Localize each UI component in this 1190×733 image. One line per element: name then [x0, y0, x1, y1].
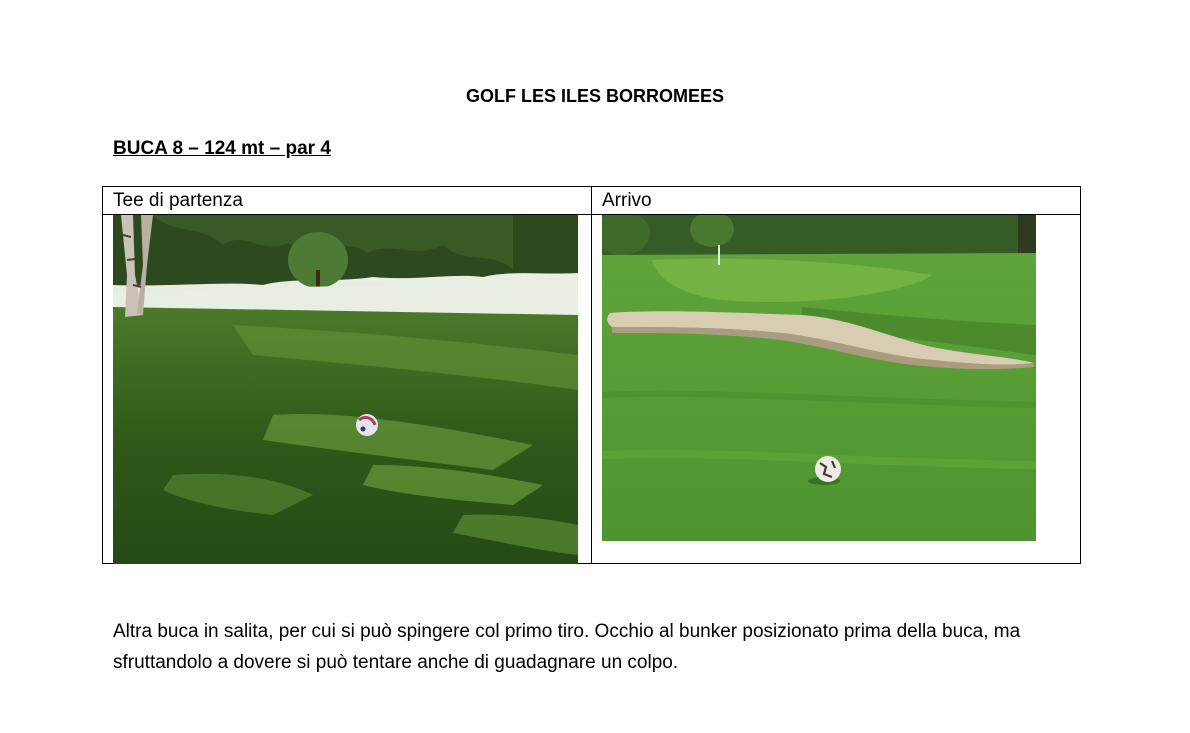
- green-photo: [602, 215, 1036, 541]
- tee-photo: [113, 215, 578, 564]
- page-title: GOLF LES ILES BORROMEES: [465, 86, 725, 106]
- tee-column-label: Tee di partenza: [113, 190, 243, 211]
- hole-description: Altra buca in salita, per cui si può spingere col primo tiro. Occhio al bunker posizionato prima della buca, ma sfruttandolo a dovere si può tentare anche di guadagnare un colpo.: [113, 621, 1021, 673]
- arrival-column-label: Arrivo: [602, 190, 652, 211]
- photo-table: [102, 186, 1081, 564]
- hole-heading: BUCA 8 – 124 mt – par 4: [113, 138, 331, 159]
- column-divider: [591, 187, 592, 563]
